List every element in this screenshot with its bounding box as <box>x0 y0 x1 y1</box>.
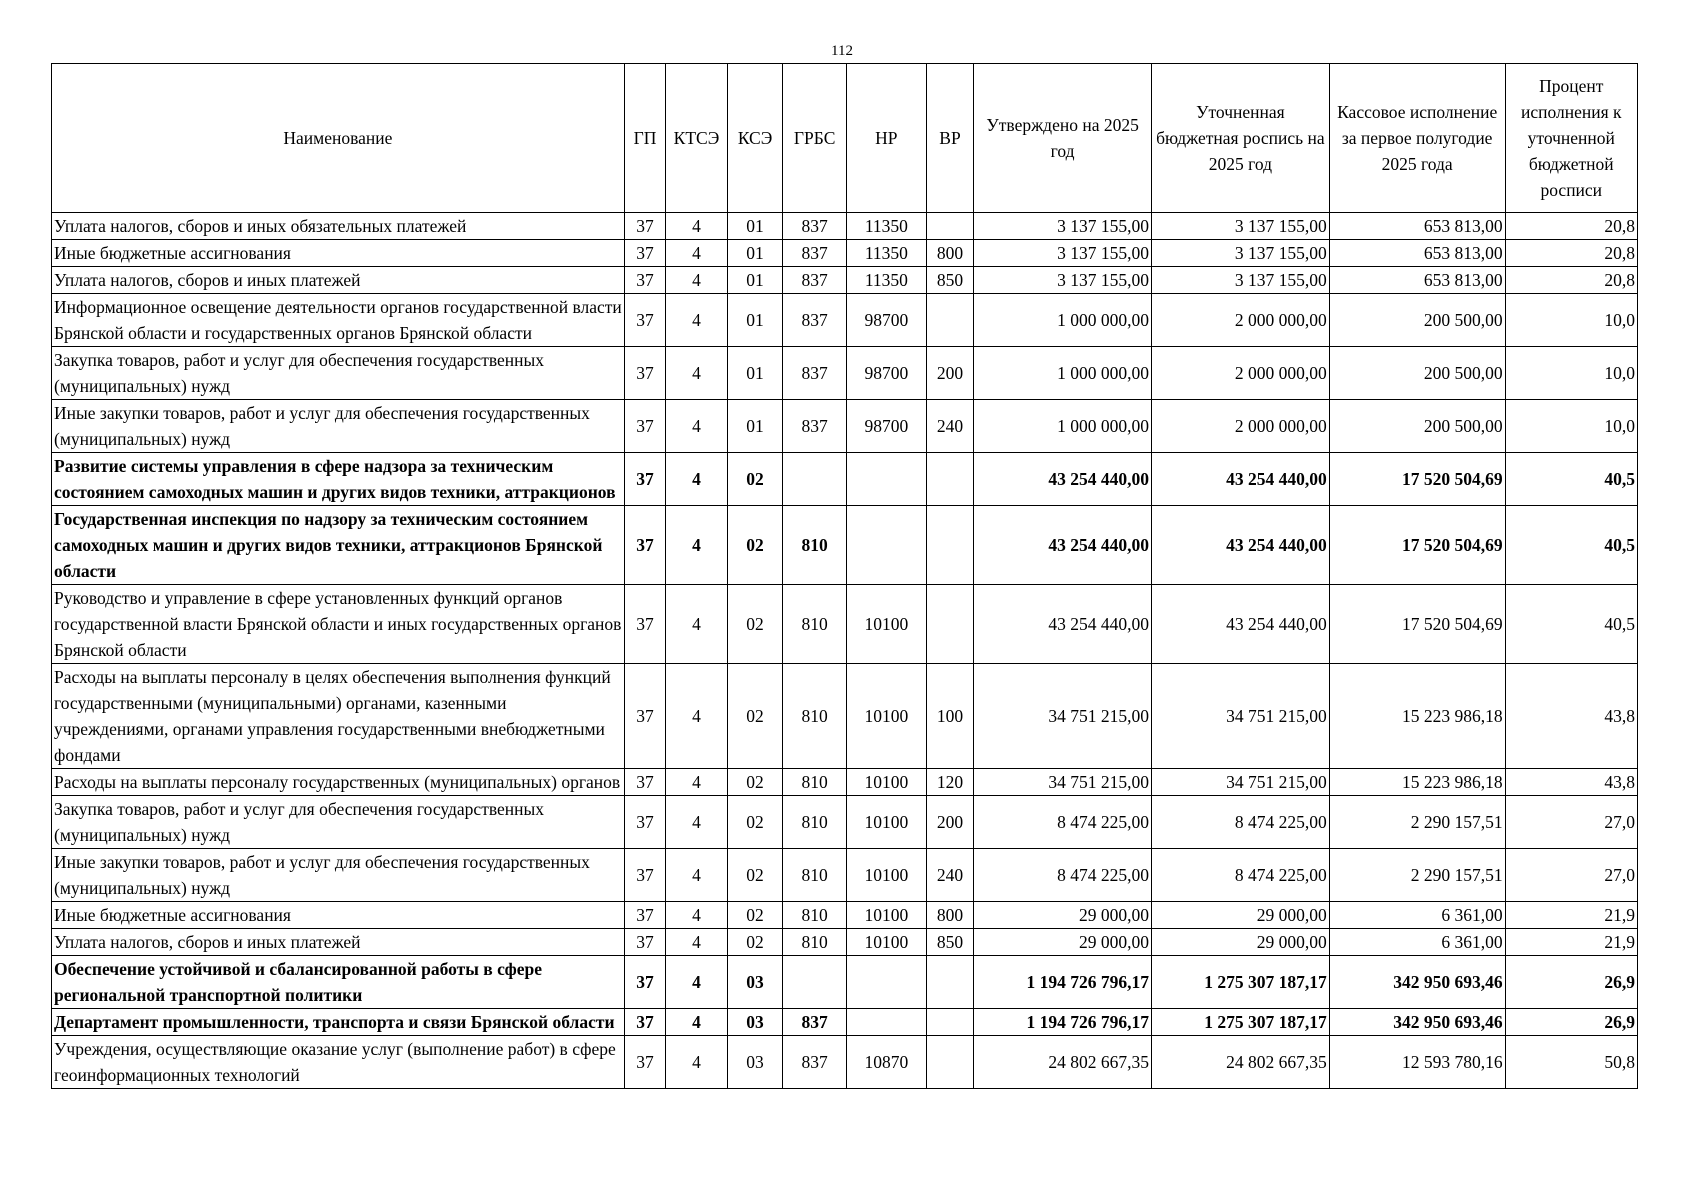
cell-percent: 20,8 <box>1505 267 1637 294</box>
cell-cash: 200 500,00 <box>1329 294 1505 347</box>
cell-percent: 43,8 <box>1505 769 1637 796</box>
cell-name: Закупка товаров, работ и услуг для обеспечения государственных (муниципальных) нужд <box>52 347 625 400</box>
table-row <box>52 585 1638 664</box>
cell-vr <box>926 1009 973 1036</box>
cell-grbs <box>783 453 847 506</box>
cell-name: Расходы на выплаты персоналу государственных (муниципальных) органов <box>52 769 625 796</box>
header-name: Наименование <box>52 64 625 213</box>
cell-percent: 20,8 <box>1505 213 1637 240</box>
cell-name: Руководство и управление в сфере установленных функций органов государственной власти Брянской области и иных государственных органов Брянской области <box>52 585 625 664</box>
table-row <box>52 956 1638 1009</box>
cell-ktse: 4 <box>666 240 728 267</box>
cell-name: Информационное освещение деятельности органов государственной власти Брянской области и государственных органов Брянской области <box>52 294 625 347</box>
cell-kse: 02 <box>727 506 783 585</box>
header-refined: Уточненная бюджетная роспись на 2025 год <box>1152 64 1330 213</box>
cell-approved: 1 194 726 796,17 <box>974 956 1152 1009</box>
cell-kse: 01 <box>727 347 783 400</box>
cell-approved: 43 254 440,00 <box>974 506 1152 585</box>
cell-cash: 15 223 986,18 <box>1329 769 1505 796</box>
cell-grbs: 810 <box>783 506 847 585</box>
cell-refined: 8 474 225,00 <box>1152 796 1330 849</box>
cell-kse: 01 <box>727 240 783 267</box>
table-row <box>52 664 1638 769</box>
cell-grbs: 837 <box>783 1009 847 1036</box>
cell-percent: 20,8 <box>1505 240 1637 267</box>
cell-gp: 37 <box>624 849 665 902</box>
table-row <box>52 240 1638 267</box>
cell-percent: 26,9 <box>1505 956 1637 1009</box>
cell-ktse: 4 <box>666 956 728 1009</box>
cell-kse: 02 <box>727 664 783 769</box>
cell-ktse: 4 <box>666 213 728 240</box>
cell-vr: 850 <box>926 267 973 294</box>
cell-nr: 98700 <box>846 294 926 347</box>
cell-name: Закупка товаров, работ и услуг для обеспечения государственных (муниципальных) нужд <box>52 796 625 849</box>
cell-cash: 17 520 504,69 <box>1329 506 1505 585</box>
table-row <box>52 929 1638 956</box>
cell-gp: 37 <box>624 240 665 267</box>
cell-refined: 3 137 155,00 <box>1152 240 1330 267</box>
table-body <box>52 213 1638 1089</box>
cell-vr: 240 <box>926 849 973 902</box>
cell-ktse: 4 <box>666 585 728 664</box>
table-row <box>52 347 1638 400</box>
cell-refined: 1 275 307 187,17 <box>1152 1009 1330 1036</box>
cell-grbs: 810 <box>783 585 847 664</box>
table-row <box>52 902 1638 929</box>
cell-cash: 17 520 504,69 <box>1329 453 1505 506</box>
cell-name: Развитие системы управления в сфере надзора за техническим состоянием самоходных машин и других видов техники, аттракционов <box>52 453 625 506</box>
cell-name: Департамент промышленности, транспорта и связи Брянской области <box>52 1009 625 1036</box>
cell-percent: 43,8 <box>1505 664 1637 769</box>
cell-percent: 10,0 <box>1505 347 1637 400</box>
cell-grbs <box>783 956 847 1009</box>
cell-grbs: 810 <box>783 664 847 769</box>
cell-gp: 37 <box>624 929 665 956</box>
cell-gp: 37 <box>624 769 665 796</box>
cell-vr: 800 <box>926 902 973 929</box>
cell-percent: 27,0 <box>1505 796 1637 849</box>
cell-nr: 11350 <box>846 213 926 240</box>
cell-kse: 03 <box>727 1009 783 1036</box>
cell-cash: 12 593 780,16 <box>1329 1036 1505 1089</box>
cell-nr: 10100 <box>846 664 926 769</box>
table-row <box>52 453 1638 506</box>
cell-ktse: 4 <box>666 796 728 849</box>
cell-refined: 1 275 307 187,17 <box>1152 956 1330 1009</box>
cell-vr: 850 <box>926 929 973 956</box>
header-approved: Утверждено на 2025 год <box>974 64 1152 213</box>
cell-nr: 10100 <box>846 929 926 956</box>
cell-ktse: 4 <box>666 1009 728 1036</box>
cell-refined: 29 000,00 <box>1152 902 1330 929</box>
header-grbs: ГРБС <box>783 64 847 213</box>
cell-name: Иные закупки товаров, работ и услуг для обеспечения государственных (муниципальных) нужд <box>52 849 625 902</box>
cell-approved: 24 802 667,35 <box>974 1036 1152 1089</box>
cell-nr <box>846 956 926 1009</box>
cell-percent: 50,8 <box>1505 1036 1637 1089</box>
cell-nr: 10100 <box>846 849 926 902</box>
cell-kse: 01 <box>727 213 783 240</box>
cell-percent: 40,5 <box>1505 506 1637 585</box>
cell-grbs: 837 <box>783 400 847 453</box>
cell-grbs: 837 <box>783 267 847 294</box>
cell-grbs: 810 <box>783 769 847 796</box>
cell-approved: 1 000 000,00 <box>974 294 1152 347</box>
cell-gp: 37 <box>624 347 665 400</box>
cell-refined: 43 254 440,00 <box>1152 585 1330 664</box>
cell-grbs: 837 <box>783 1036 847 1089</box>
cell-name: Государственная инспекция по надзору за техническим состоянием самоходных машин и других видов техники, аттракционов Брянской области <box>52 506 625 585</box>
cell-vr <box>926 506 973 585</box>
cell-kse: 02 <box>727 585 783 664</box>
cell-ktse: 4 <box>666 849 728 902</box>
cell-nr: 98700 <box>846 400 926 453</box>
cell-cash: 6 361,00 <box>1329 902 1505 929</box>
cell-vr: 100 <box>926 664 973 769</box>
cell-gp: 37 <box>624 1009 665 1036</box>
cell-gp: 37 <box>624 506 665 585</box>
cell-nr: 98700 <box>846 347 926 400</box>
cell-approved: 3 137 155,00 <box>974 267 1152 294</box>
cell-nr <box>846 506 926 585</box>
cell-approved: 29 000,00 <box>974 929 1152 956</box>
cell-gp: 37 <box>624 213 665 240</box>
cell-name: Учреждения, осуществляющие оказание услуг (выполнение работ) в сфере геоинформационных технологий <box>52 1036 625 1089</box>
cell-name: Уплата налогов, сборов и иных платежей <box>52 929 625 956</box>
cell-kse: 01 <box>727 294 783 347</box>
cell-refined: 2 000 000,00 <box>1152 347 1330 400</box>
cell-kse: 01 <box>727 400 783 453</box>
cell-grbs: 837 <box>783 213 847 240</box>
cell-name: Расходы на выплаты персоналу в целях обеспечения выполнения функций государственными (муниципальными) органами, казенными учреждениями, органами управления государственными внебюджетными фондами <box>52 664 625 769</box>
cell-grbs: 810 <box>783 929 847 956</box>
cell-nr: 11350 <box>846 267 926 294</box>
header-cash: Кассовое исполнение за первое полугодие 2025 года <box>1329 64 1505 213</box>
cell-ktse: 4 <box>666 347 728 400</box>
cell-gp: 37 <box>624 796 665 849</box>
cell-cash: 2 290 157,51 <box>1329 796 1505 849</box>
cell-kse: 01 <box>727 267 783 294</box>
cell-nr: 10100 <box>846 585 926 664</box>
header-nr: НР <box>846 64 926 213</box>
cell-cash: 17 520 504,69 <box>1329 585 1505 664</box>
cell-gp: 37 <box>624 585 665 664</box>
cell-gp: 37 <box>624 294 665 347</box>
cell-percent: 21,9 <box>1505 929 1637 956</box>
table-row <box>52 267 1638 294</box>
cell-ktse: 4 <box>666 929 728 956</box>
cell-grbs: 837 <box>783 294 847 347</box>
table-row <box>52 849 1638 902</box>
cell-grbs: 810 <box>783 902 847 929</box>
cell-cash: 2 290 157,51 <box>1329 849 1505 902</box>
cell-kse: 02 <box>727 929 783 956</box>
cell-percent: 10,0 <box>1505 400 1637 453</box>
cell-gp: 37 <box>624 956 665 1009</box>
cell-ktse: 4 <box>666 400 728 453</box>
header-ktse: КТСЭ <box>666 64 728 213</box>
cell-ktse: 4 <box>666 769 728 796</box>
cell-refined: 43 254 440,00 <box>1152 453 1330 506</box>
cell-vr <box>926 956 973 1009</box>
cell-approved: 43 254 440,00 <box>974 453 1152 506</box>
cell-name: Обеспечение устойчивой и сбалансированной работы в сфере региональной транспортной политики <box>52 956 625 1009</box>
cell-kse: 02 <box>727 849 783 902</box>
cell-approved: 1 000 000,00 <box>974 400 1152 453</box>
cell-approved: 8 474 225,00 <box>974 796 1152 849</box>
cell-name: Уплата налогов, сборов и иных обязательных платежей <box>52 213 625 240</box>
cell-vr <box>926 1036 973 1089</box>
table-row <box>52 796 1638 849</box>
cell-percent: 21,9 <box>1505 902 1637 929</box>
cell-cash: 200 500,00 <box>1329 347 1505 400</box>
cell-vr <box>926 585 973 664</box>
cell-ktse: 4 <box>666 902 728 929</box>
cell-name: Уплата налогов, сборов и иных платежей <box>52 267 625 294</box>
cell-nr: 10870 <box>846 1036 926 1089</box>
header-gp: ГП <box>624 64 665 213</box>
cell-approved: 29 000,00 <box>974 902 1152 929</box>
cell-refined: 24 802 667,35 <box>1152 1036 1330 1089</box>
cell-kse: 02 <box>727 902 783 929</box>
cell-approved: 43 254 440,00 <box>974 585 1152 664</box>
table-header-row <box>52 64 1638 213</box>
cell-gp: 37 <box>624 267 665 294</box>
header-kse: КСЭ <box>727 64 783 213</box>
cell-percent: 26,9 <box>1505 1009 1637 1036</box>
cell-gp: 37 <box>624 902 665 929</box>
cell-cash: 653 813,00 <box>1329 213 1505 240</box>
cell-vr <box>926 213 973 240</box>
cell-gp: 37 <box>624 400 665 453</box>
table-row <box>52 213 1638 240</box>
cell-approved: 3 137 155,00 <box>974 213 1152 240</box>
cell-refined: 8 474 225,00 <box>1152 849 1330 902</box>
cell-ktse: 4 <box>666 294 728 347</box>
cell-ktse: 4 <box>666 1036 728 1089</box>
cell-refined: 2 000 000,00 <box>1152 400 1330 453</box>
cell-refined: 34 751 215,00 <box>1152 769 1330 796</box>
cell-vr <box>926 453 973 506</box>
header-percent: Процент исполнения к уточненной бюджетной росписи <box>1505 64 1637 213</box>
cell-percent: 40,5 <box>1505 453 1637 506</box>
cell-name: Иные бюджетные ассигнования <box>52 240 625 267</box>
table-row <box>52 506 1638 585</box>
cell-approved: 8 474 225,00 <box>974 849 1152 902</box>
cell-ktse: 4 <box>666 506 728 585</box>
cell-refined: 2 000 000,00 <box>1152 294 1330 347</box>
cell-percent: 10,0 <box>1505 294 1637 347</box>
cell-vr: 240 <box>926 400 973 453</box>
cell-nr: 10100 <box>846 796 926 849</box>
cell-ktse: 4 <box>666 267 728 294</box>
cell-gp: 37 <box>624 664 665 769</box>
cell-nr <box>846 1009 926 1036</box>
cell-refined: 43 254 440,00 <box>1152 506 1330 585</box>
table-row <box>52 400 1638 453</box>
cell-approved: 34 751 215,00 <box>974 769 1152 796</box>
cell-ktse: 4 <box>666 453 728 506</box>
table-row <box>52 294 1638 347</box>
cell-kse: 03 <box>727 1036 783 1089</box>
cell-approved: 34 751 215,00 <box>974 664 1152 769</box>
cell-refined: 34 751 215,00 <box>1152 664 1330 769</box>
cell-vr: 200 <box>926 796 973 849</box>
cell-cash: 200 500,00 <box>1329 400 1505 453</box>
cell-grbs: 810 <box>783 796 847 849</box>
header-vr: ВР <box>926 64 973 213</box>
cell-cash: 653 813,00 <box>1329 267 1505 294</box>
cell-grbs: 810 <box>783 849 847 902</box>
budget-table <box>51 63 1638 1089</box>
cell-refined: 3 137 155,00 <box>1152 213 1330 240</box>
cell-percent: 40,5 <box>1505 585 1637 664</box>
cell-nr: 11350 <box>846 240 926 267</box>
cell-gp: 37 <box>624 453 665 506</box>
cell-kse: 02 <box>727 769 783 796</box>
cell-refined: 29 000,00 <box>1152 929 1330 956</box>
cell-nr: 10100 <box>846 902 926 929</box>
cell-percent: 27,0 <box>1505 849 1637 902</box>
table-row <box>52 1036 1638 1089</box>
cell-cash: 15 223 986,18 <box>1329 664 1505 769</box>
cell-vr: 800 <box>926 240 973 267</box>
cell-nr <box>846 453 926 506</box>
cell-gp: 37 <box>624 1036 665 1089</box>
cell-nr: 10100 <box>846 769 926 796</box>
page-number: 112 <box>831 43 853 59</box>
cell-cash: 6 361,00 <box>1329 929 1505 956</box>
cell-name: Иные закупки товаров, работ и услуг для обеспечения государственных (муниципальных) нужд <box>52 400 625 453</box>
cell-vr: 120 <box>926 769 973 796</box>
cell-kse: 03 <box>727 956 783 1009</box>
cell-cash: 342 950 693,46 <box>1329 1009 1505 1036</box>
cell-vr: 200 <box>926 347 973 400</box>
cell-kse: 02 <box>727 796 783 849</box>
cell-cash: 653 813,00 <box>1329 240 1505 267</box>
cell-ktse: 4 <box>666 664 728 769</box>
cell-refined: 3 137 155,00 <box>1152 267 1330 294</box>
table-row <box>52 1009 1638 1036</box>
cell-cash: 342 950 693,46 <box>1329 956 1505 1009</box>
cell-approved: 1 000 000,00 <box>974 347 1152 400</box>
cell-approved: 3 137 155,00 <box>974 240 1152 267</box>
table-row <box>52 769 1638 796</box>
cell-kse: 02 <box>727 453 783 506</box>
cell-name: Иные бюджетные ассигнования <box>52 902 625 929</box>
cell-approved: 1 194 726 796,17 <box>974 1009 1152 1036</box>
cell-grbs: 837 <box>783 347 847 400</box>
cell-vr <box>926 294 973 347</box>
cell-grbs: 837 <box>783 240 847 267</box>
